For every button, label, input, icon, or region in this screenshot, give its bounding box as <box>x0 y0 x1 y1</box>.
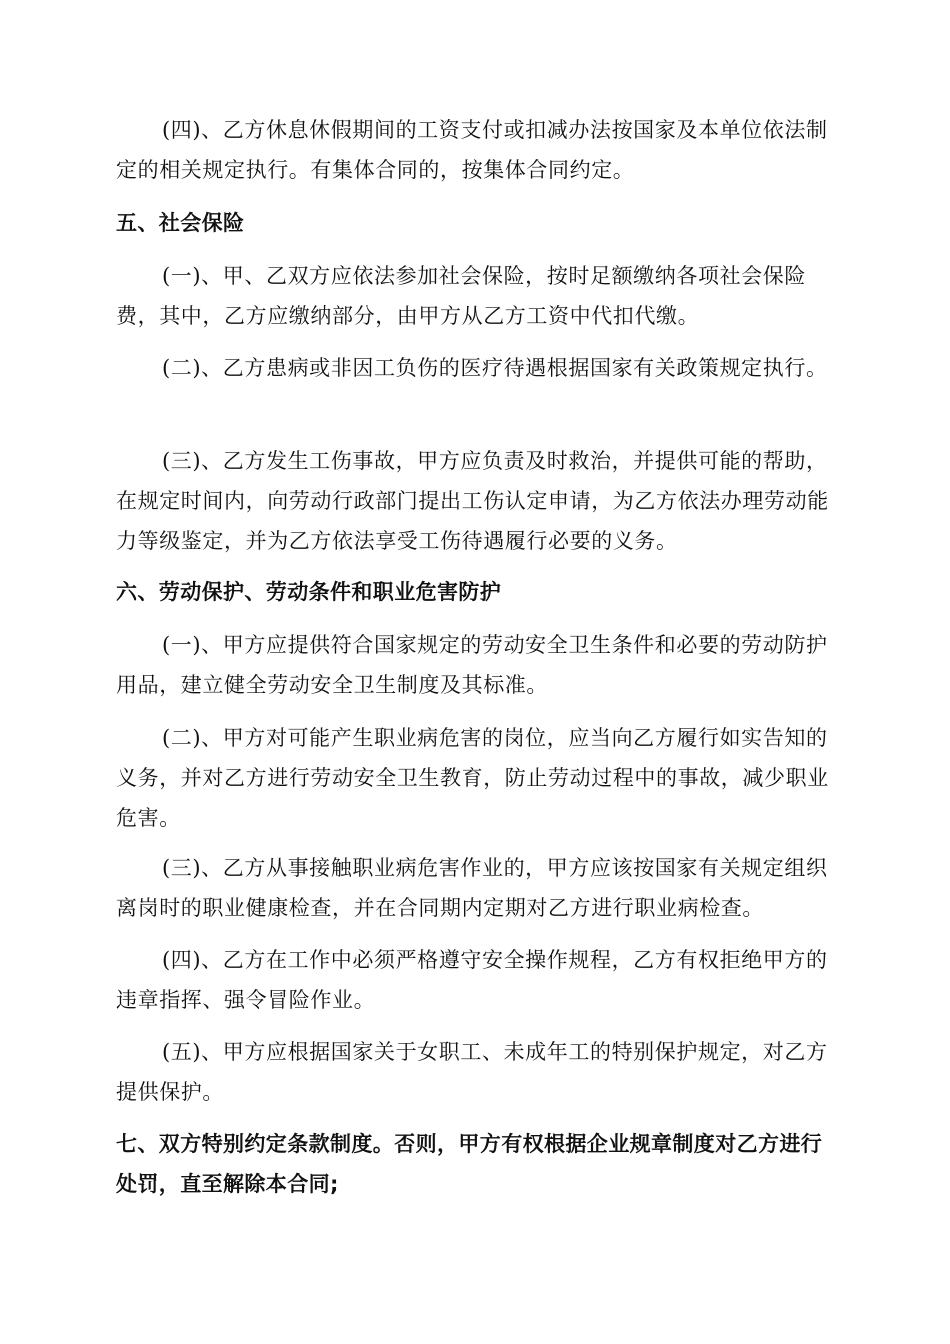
heading-special-terms: 七、双方特别约定条款制度。否则，甲方有权根据企业规章制度对乙方进行处罚，直至解除本合同; <box>116 1132 823 1196</box>
paragraph-medical-treatment: (二)、乙方患病或非因工负伤的医疗待遇根据国家有关政策规定执行。 <box>162 356 828 380</box>
paragraph-work-injury: (三)、乙方发生工伤事故，甲方应负责及时救治，并提供可能的帮助，在规定时间内，向劳动行政部门提出工伤认定申请，为乙方依法办理劳动能力等级鉴定，并为乙方依法享受工伤待遇履行必要的义务。 <box>116 449 829 553</box>
paragraph-safety-conditions: (一)、甲方应提供符合国家规定的劳动安全卫生条件和必要的劳动防护用品，建立健全劳动安全卫生制度及其标准。 <box>116 633 828 697</box>
paragraph-occupational-hazard-notice: (二)、甲方对可能产生职业病危害的岗位，应当向乙方履行如实告知的义务，并对乙方进行劳动安全卫生教育，防止劳动过程中的事故，减少职业危害。 <box>116 726 829 830</box>
paragraph-health-checks: (三)、乙方从事接触职业病危害作业的，甲方应该按国家有关规定组织离岗时的职业健康检查，并在合同期内定期对乙方进行职业病检查。 <box>116 856 828 920</box>
heading-social-insurance: 五、社会保险 <box>116 211 245 235</box>
paragraph-special-protection: (五)、甲方应根据国家关于女职工、未成年工的特别保护规定，对乙方提供保护。 <box>116 1040 828 1104</box>
paragraph-rest-leave-wages: (四)、乙方休息休假期间的工资支付或扣减办法按国家及本单位依法制定的相关规定执行。有集体合同的，按集体合同约定。 <box>116 118 828 182</box>
heading-labor-protection: 六、劳动保护、劳动条件和职业危害防护 <box>116 580 502 604</box>
paragraph-insurance-contributions: (一)、甲、乙双方应依法参加社会保险，按时足额缴纳各项社会保险费，其中，乙方应缴纳部分，由甲方从乙方工资中代扣代缴。 <box>116 264 806 328</box>
paragraph-safety-rules: (四)、乙方在工作中必须严格遵守安全操作规程，乙方有权拒绝甲方的违章指挥、强令冒险作业。 <box>116 948 828 1012</box>
